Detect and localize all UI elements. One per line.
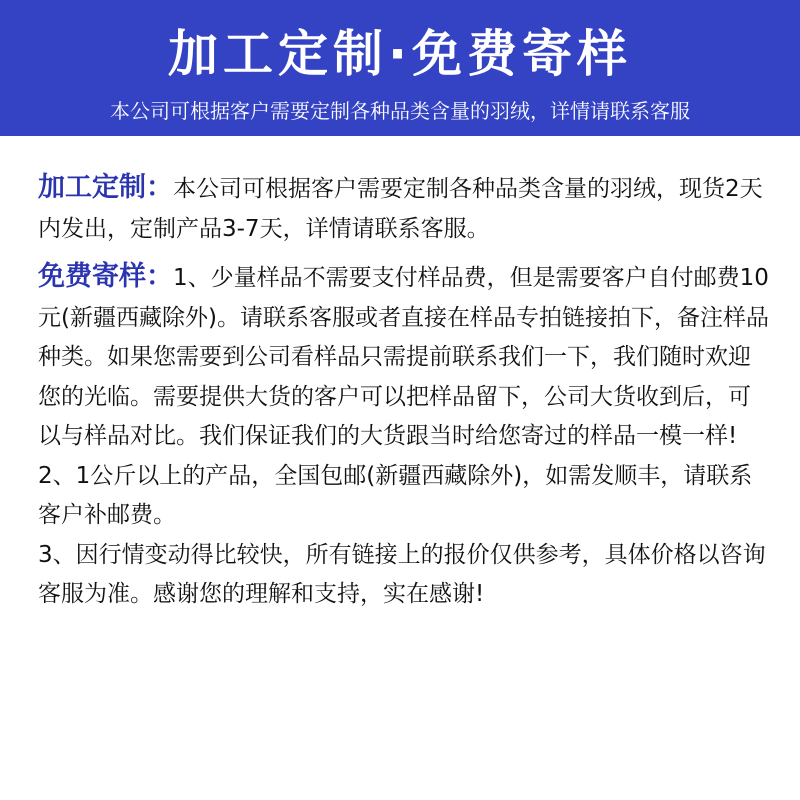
header-banner <box>0 0 800 136</box>
sample-section <box>38 257 770 457</box>
sample-label: 免费寄样： <box>38 261 173 292</box>
custom-text: 本公司可根据客户需要定制各种品类含量的羽绒，现货2天内发出，定制产品3-7天，详情请联系客服。 <box>38 176 763 242</box>
content-body <box>38 168 770 615</box>
banner-subtitle: 本公司可根据客户需要定制各种品类含量的羽绒，详情请联系客服 <box>110 99 690 123</box>
pricing-note: 3、因行情变动得比较快，所有链接上的报价仅供参考，具体价格以咨询客服为准。感谢您的理解和支持，实在感谢! <box>38 541 766 607</box>
shipping-note: 2、1公斤以上的产品，全国包邮(新疆西藏除外)，如需发顺丰，请联系客户补邮费。 <box>38 462 753 528</box>
sample-text: 1、少量样品不需要支付样品费，但是需要客户自付邮费10元(新疆西藏除外)。请联系客服或者直接在样品专拍链接拍下，备注样品种类。如果您需要到公司看样品只需提前联系我们一下，我们随时欢迎您的光临。需要提供大货的客户可以把样品留下，公司大货收到后，可以与样品对比。我们保证我们的大货跟当时给您寄过的样品一模一样! <box>38 265 769 449</box>
custom-section <box>38 168 770 249</box>
custom-label: 加工定制： <box>38 172 173 203</box>
banner-title: 加工定制·免费寄样 <box>168 25 632 83</box>
